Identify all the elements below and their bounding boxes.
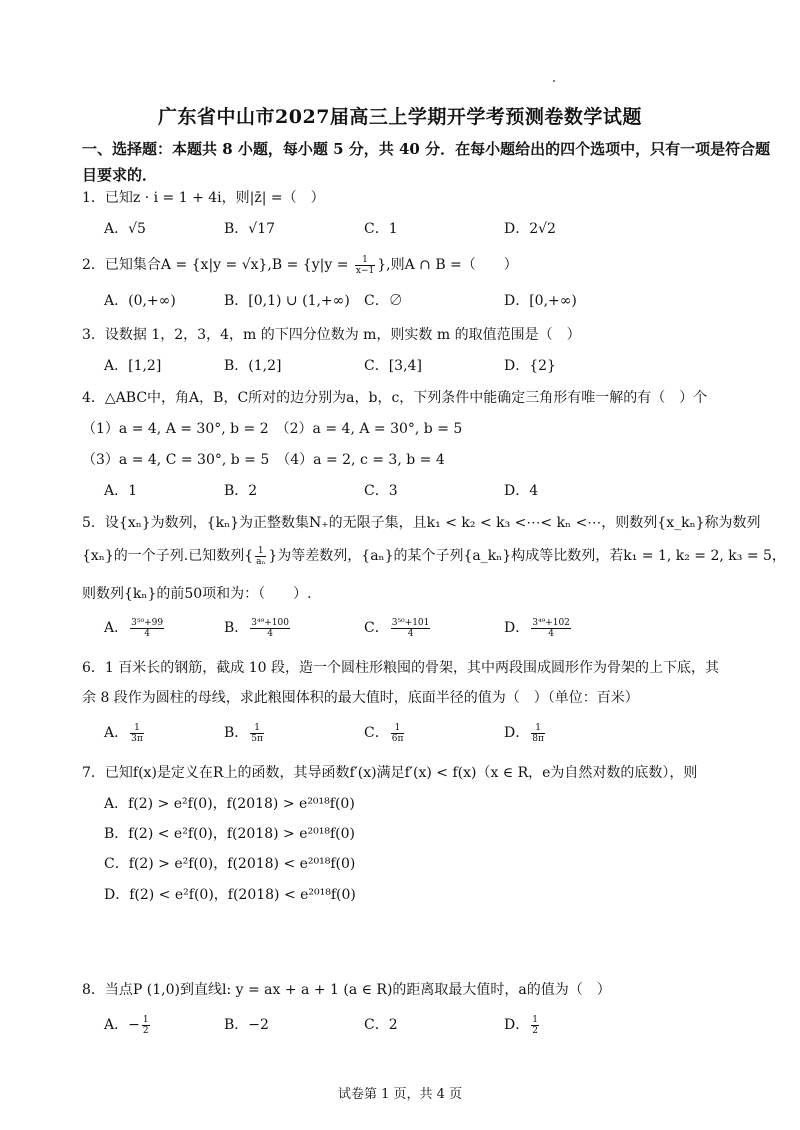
q5-option-c-denominator: 4 [407, 628, 414, 639]
q5-line2-part-a: {xₙ}的一个子列.已知数列{ [82, 548, 254, 564]
q2-stem-part-a: 2．已知集合A = {x|y = √x},B = {y|y = [82, 257, 353, 273]
q6-option-b-numerator: 1 [250, 723, 264, 734]
q8-option-c-value: 2 [388, 1017, 398, 1033]
q5-option-b-label: B． [224, 620, 249, 636]
q5-frac-denominator: aₙ [256, 556, 266, 567]
q8-option-d-label: D． [504, 1017, 530, 1033]
q8-option-a-label: A． [104, 1017, 129, 1033]
q6-option-c-label: C． [364, 725, 389, 741]
q5-option-b-fraction [250, 618, 290, 639]
q5-option-a-denominator: 4 [144, 628, 150, 639]
q1-option-c: C．1 [364, 221, 398, 237]
q5-option-d-label: D． [504, 620, 530, 636]
q4-option-c: C．3 [364, 483, 398, 499]
q6-option-c [364, 722, 406, 744]
q3-option-d: D．{2} [504, 358, 556, 374]
q2-option-b: B．[0,1) ∪ (1,+∞) [224, 293, 350, 309]
q5-line2-part-b: }为等差数列，{aₙ}的某个子列{a_kₙ}构成等比数列，若k₁ = 1, k₂ = 2, k₃ = 5， [268, 548, 786, 564]
q8-option-d [504, 1014, 541, 1036]
q2-option-d: D．[0,+∞) [504, 293, 577, 309]
q8-option-c-label: C． [364, 1017, 389, 1033]
q5-option-b-denominator: 4 [267, 628, 273, 639]
q2-stem-part-b: },则A ∩ B =（ ） [377, 257, 518, 273]
q1-option-b: B．√17 [224, 221, 276, 237]
q8-option-a-fraction [142, 1015, 150, 1036]
section-heading: 一、选择题：本题共 8 小题，每小题 5 分，共 40 分．在每小题给出的四个选项中，只有一项是符合题目要求的． [82, 140, 771, 184]
q5-frac-numerator: 1 [255, 546, 266, 557]
q2-option-a: A．(0,+∞) [104, 293, 176, 309]
q8-option-a-numerator: 1 [142, 1014, 149, 1025]
question-3-stem: 3．设数据 1，2，3，4，m 的下四分位数为 m，则实数 m 的取值范围是（ ） [82, 327, 581, 343]
q6-option-d-label: D． [504, 725, 530, 741]
question-7-stem: 7．已知f(x)是定义在R上的函数，其导函数f′(x)满足f′(x) < f(x)（x ∈ R，e为自然对数的底数），则 [82, 765, 698, 781]
q2-frac-numerator: 1 [355, 255, 375, 266]
q4-option-b: B．2 [224, 483, 258, 499]
q5-option-d-fraction [531, 618, 571, 639]
q7-option-a: A．f(2) > e²f(0)，f(2018) > e²⁰¹⁸f(0) [104, 796, 355, 812]
q3-option-b: B．(1,2] [224, 358, 282, 374]
question-6-line-1: 6．1 百米长的钢筋，截成 10 段，造一个圆柱形粮囤的骨架，其中两段围成圆形作为骨架的上下底，其 [82, 660, 719, 676]
q5-option-d-denominator: 4 [548, 628, 554, 639]
q6-option-b-fraction [250, 723, 264, 744]
q2-fraction [355, 255, 375, 276]
q6-option-c-numerator: 1 [391, 723, 405, 734]
q6-option-c-fraction [391, 723, 405, 744]
q4-conditions-3-4: （3）a = 4, C = 30°, b = 5 （4）a = 2, c = 3, b = 4 [82, 452, 445, 468]
q6-option-c-denominator: 6π [391, 733, 404, 744]
q5-option-a [104, 617, 166, 639]
question-6-line-2: 余 8 段作为圆柱的母线，求此粮囤体积的最大值时，底面半径的值为（ ）（单位：百米） [82, 690, 639, 706]
q3-option-a: A．[1,2] [104, 358, 162, 374]
q6-option-b [224, 722, 266, 744]
q6-option-a-label: A． [104, 725, 129, 741]
q5-option-c-label: C． [364, 620, 389, 636]
q6-option-a-denominator: 3π [131, 733, 143, 744]
scan-speck [553, 80, 555, 82]
q6-option-a-numerator: 1 [130, 723, 144, 734]
q6-option-d-denominator: 8π [532, 733, 544, 744]
q5-option-a-fraction [130, 618, 164, 639]
q6-option-d-fraction [531, 723, 545, 744]
q5-option-a-label: A． [104, 620, 129, 636]
q6-option-a [104, 722, 146, 744]
q8-option-a [104, 1014, 152, 1036]
q2-option-c: C．∅ [364, 293, 403, 309]
q4-option-d: D．4 [504, 483, 539, 499]
q6-option-b-denominator: 5π [251, 733, 263, 744]
q1-option-a: A．√5 [104, 221, 146, 237]
page-footer: 试卷第 1 页，共 4 页 [337, 1087, 463, 1102]
q6-option-d-numerator: 1 [531, 723, 545, 734]
q5-option-a-numerator: 3⁵⁰+99 [131, 617, 164, 628]
question-5-line-3: 则数列{kₙ}的前50项和为：（ ）. [82, 586, 312, 602]
q8-option-a-denominator: 2 [142, 1025, 149, 1036]
q6-option-b-label: B． [224, 725, 249, 741]
q5-fraction [255, 546, 266, 567]
q5-option-d [504, 617, 573, 639]
q5-option-b [224, 617, 292, 639]
q8-option-d-numerator: 1 [532, 1014, 538, 1025]
question-5-line-2 [82, 545, 786, 567]
q8-option-a-sign: − [128, 1017, 140, 1033]
q8-option-d-denominator: 2 [532, 1025, 538, 1036]
q8-option-d-fraction [531, 1015, 539, 1036]
question-1-stem: 1．已知z · i = 1 + 4i，则|z̄| =（ ） [82, 190, 325, 206]
q5-option-c [364, 617, 432, 639]
q6-option-a-fraction [130, 723, 144, 744]
q5-option-c-numerator: 3⁵⁰+101 [391, 617, 430, 628]
q1-option-d: D．2√2 [504, 221, 556, 237]
q8-option-b-label: B． [224, 1017, 249, 1033]
q8-option-c [364, 1014, 398, 1034]
question-2-stem [82, 254, 518, 276]
q8-option-b-value: −2 [248, 1017, 269, 1033]
q7-option-b: B．f(2) < e²f(0)，f(2018) > e²⁰¹⁸f(0) [104, 826, 355, 842]
q6-option-d [504, 722, 547, 744]
question-4-stem: 4．△ABC中，角A，B，C所对的边分别为a，b，c，下列条件中能确定三角形有唯一解的有（ ）个 [82, 390, 708, 406]
question-8-stem: 8．当点P (1,0)到直线l: y = ax + a + 1 (a ∈ R)的距离取最大值时，a的值为（ ） [82, 982, 611, 998]
q3-option-c: C．[3,4] [364, 358, 422, 374]
q5-option-d-numerator: 3⁴⁹+102 [532, 617, 570, 628]
q2-frac-denominator: x−1 [355, 265, 375, 276]
q4-option-a: A．1 [104, 483, 138, 499]
q5-option-b-numerator: 3⁴⁹+100 [251, 617, 289, 628]
q8-option-b [224, 1014, 269, 1034]
q4-conditions-1-2: （1）a = 4, A = 30°, b = 2 （2）a = 4, A = 30°, b = 5 [82, 421, 463, 437]
question-5-line-1: 5．设{xₙ}为数列，{kₙ}为正整数集N₊的无限子集，且k₁ < k₂ < k₃ <⋯< kₙ <⋯，则数列{x_kₙ}称为数列 [82, 515, 761, 531]
q5-option-c-fraction [391, 618, 431, 639]
q7-option-d: D．f(2) < e²f(0)，f(2018) < e²⁰¹⁸f(0) [104, 887, 356, 903]
page-title: 广东省中山市2027届高三上学期开学考预测卷数学试题 [158, 106, 642, 128]
q7-option-c: C．f(2) > e²f(0)，f(2018) < e²⁰¹⁸f(0) [104, 856, 356, 872]
